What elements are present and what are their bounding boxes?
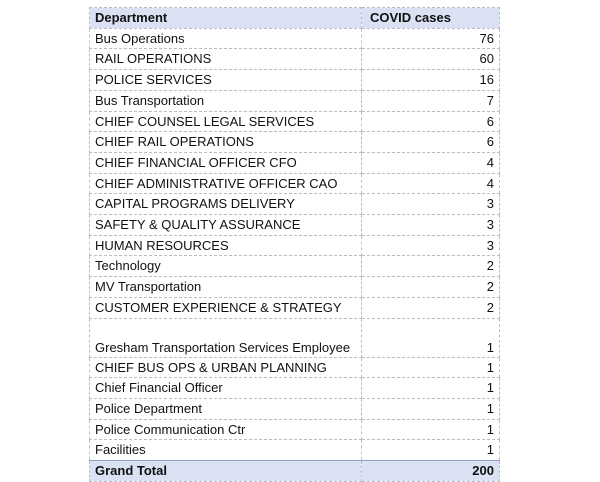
department-cell: Bus Transportation (90, 90, 362, 111)
department-cell: Police Department (90, 398, 362, 419)
table-row (90, 440, 500, 461)
cases-cell: 16 (362, 70, 500, 91)
department-cell: CHIEF RAIL OPERATIONS (90, 132, 362, 153)
department-cell: MV Transportation (90, 277, 362, 298)
cases-cell: 1 (362, 357, 500, 378)
cases-cell: 76 (362, 28, 500, 49)
cases-cell: 3 (362, 194, 500, 215)
table-row (90, 256, 500, 277)
table-row (90, 215, 500, 236)
table-row (90, 90, 500, 111)
table-row (90, 318, 500, 357)
department-cell: CAPITAL PROGRAMS DELIVERY (90, 194, 362, 215)
table-row (90, 398, 500, 419)
table-row (90, 419, 500, 440)
header-row (90, 8, 500, 29)
cases-cell: 4 (362, 173, 500, 194)
cases-cell: 2 (362, 256, 500, 277)
table-row (90, 357, 500, 378)
table-row (90, 111, 500, 132)
table-row (90, 194, 500, 215)
department-cell: RAIL OPERATIONS (90, 49, 362, 70)
department-column-header: Department (90, 8, 362, 29)
table-row (90, 297, 500, 318)
department-cell: CHIEF FINANCIAL OFFICER CFO (90, 152, 362, 173)
cases-cell: 3 (362, 235, 500, 256)
table-row (90, 132, 500, 153)
cases-cell: 4 (362, 152, 500, 173)
table-row (90, 173, 500, 194)
table-row (90, 277, 500, 298)
cases-column-header: COVID cases (362, 8, 500, 29)
grand-total-label: Grand Total (90, 461, 362, 482)
department-cell: Facilities (90, 440, 362, 461)
cases-cell: 6 (362, 111, 500, 132)
department-cell: POLICE SERVICES (90, 70, 362, 91)
cases-cell: 1 (362, 440, 500, 461)
table-row (90, 235, 500, 256)
department-cell: Police Communication Ctr (90, 419, 362, 440)
cases-cell: 6 (362, 132, 500, 153)
grand-total-value: 200 (362, 461, 500, 482)
table-row (90, 378, 500, 399)
cases-cell: 1 (362, 318, 500, 357)
cases-cell: 1 (362, 398, 500, 419)
department-cell: Chief Financial Officer (90, 378, 362, 399)
department-cell: CUSTOMER EXPERIENCE & STRATEGY (90, 297, 362, 318)
department-cell: SAFETY & QUALITY ASSURANCE (90, 215, 362, 236)
department-cell: CHIEF COUNSEL LEGAL SERVICES (90, 111, 362, 132)
covid-cases-table-container (89, 7, 499, 482)
table-row (90, 49, 500, 70)
cases-cell: 60 (362, 49, 500, 70)
cases-cell: 1 (362, 378, 500, 399)
covid-cases-table (89, 7, 500, 482)
cases-cell: 2 (362, 277, 500, 298)
cases-cell: 2 (362, 297, 500, 318)
table-row (90, 152, 500, 173)
department-cell: Technology (90, 256, 362, 277)
grand-total-row (90, 461, 500, 482)
cases-cell: 3 (362, 215, 500, 236)
department-cell: CHIEF ADMINISTRATIVE OFFICER CAO (90, 173, 362, 194)
department-cell: Gresham Transportation Services Employee (90, 318, 362, 357)
cases-cell: 7 (362, 90, 500, 111)
department-cell: CHIEF BUS OPS & URBAN PLANNING (90, 357, 362, 378)
cases-cell: 1 (362, 419, 500, 440)
table-row (90, 28, 500, 49)
department-cell: HUMAN RESOURCES (90, 235, 362, 256)
department-cell: Bus Operations (90, 28, 362, 49)
table-row (90, 70, 500, 91)
